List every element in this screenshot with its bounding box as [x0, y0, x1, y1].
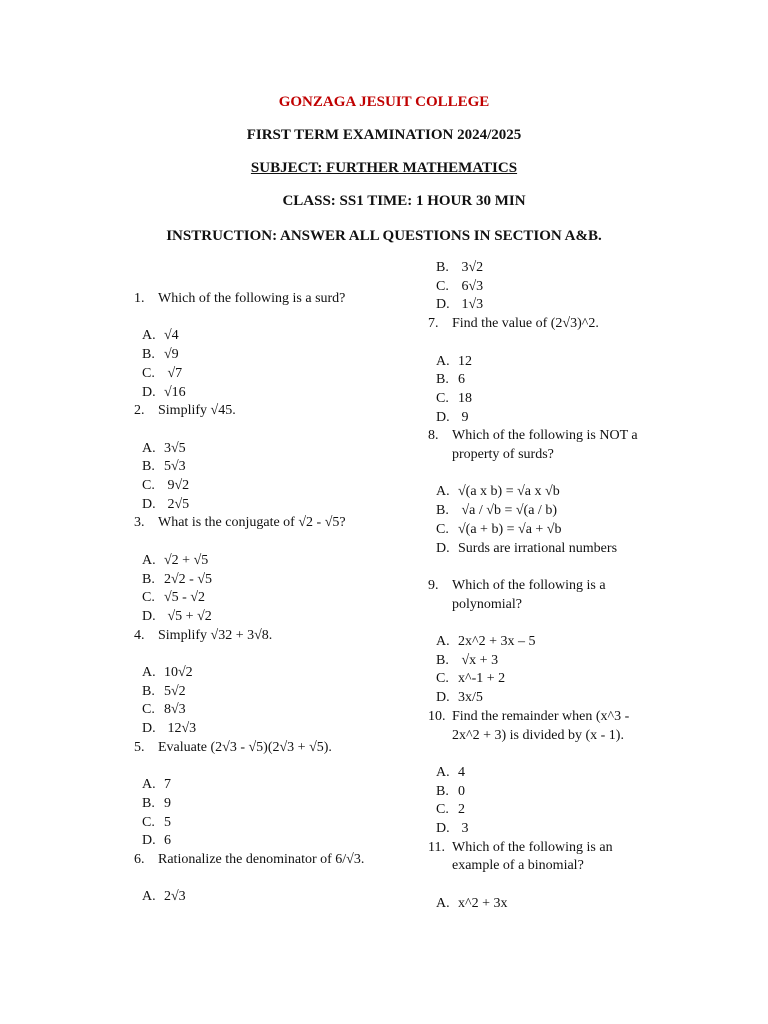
option-list: [134, 776, 374, 851]
option-list: [134, 664, 374, 739]
option-row: [428, 689, 658, 708]
option-letter: D.: [142, 496, 156, 512]
option-text: √(a x b) = √a x √b: [458, 484, 560, 500]
option-row: [134, 589, 374, 608]
option-text: 9: [164, 795, 171, 811]
question-number: 5.: [134, 739, 145, 755]
option-row: [134, 440, 374, 459]
question: [428, 577, 658, 614]
option-text: 3√2: [458, 260, 484, 275]
question-text: Evaluate (2√3 - √5)(2√3 + √5).: [158, 739, 332, 755]
option-letter: B.: [436, 652, 449, 668]
question-number: 6.: [134, 852, 145, 868]
option-list: [428, 633, 658, 708]
option-text: 18: [458, 390, 472, 406]
question-number: 10.: [428, 708, 446, 724]
option-letter: D.: [142, 721, 156, 737]
option-row: [134, 477, 374, 496]
option-letter: A.: [436, 484, 450, 500]
option-letter: A.: [436, 353, 450, 369]
option-row: [428, 783, 658, 802]
question-text: Find the value of (2√3)^2.: [452, 316, 599, 332]
question-number: 3.: [134, 515, 145, 531]
option-letter: C.: [142, 702, 155, 718]
question-number: 1.: [134, 291, 145, 306]
option-text: √(a + b) = √a + √b: [458, 521, 562, 537]
option-letter: C.: [142, 590, 155, 606]
option-text: 2: [458, 802, 465, 818]
question-text: Find the remainder when (x^3 - 2x^2 + 3) is divided by (x - 1).: [452, 708, 630, 743]
option-letter: D.: [436, 409, 450, 425]
question-number: 11.: [428, 839, 445, 855]
option-letter: A.: [436, 634, 450, 649]
option-text: √9: [164, 347, 179, 363]
option-row: [428, 801, 658, 820]
option-row: [428, 670, 658, 689]
option-text: 6: [164, 833, 171, 849]
option-row: [134, 664, 374, 683]
option-letter: B.: [142, 571, 155, 587]
option-text: Surds are irrational numbers: [458, 540, 618, 556]
option-text: 5√3: [164, 459, 186, 475]
option-row: [134, 496, 374, 515]
question-text: Which of the following is NOT a property of surds?: [452, 428, 638, 463]
option-text: 5√2: [164, 683, 186, 699]
option-letter: C.: [142, 478, 155, 493]
question-number: 4.: [134, 627, 145, 643]
option-text: 0: [458, 783, 465, 799]
question-text: Rationalize the denominator of 6/√3.: [158, 852, 365, 868]
option-row: [134, 571, 374, 590]
option-letter: D.: [142, 833, 156, 849]
option-list: [134, 327, 374, 402]
option-list: [134, 888, 374, 907]
option-letter: A.: [142, 777, 156, 793]
option-row: [428, 540, 658, 559]
option-row: [134, 608, 374, 627]
option-letter: A.: [142, 440, 156, 456]
option-row: [428, 895, 658, 914]
question: [134, 402, 374, 421]
option-text: 3: [458, 821, 469, 837]
option-letter: C.: [142, 365, 155, 381]
option-text: √5 - √2: [164, 590, 206, 606]
option-letter: D.: [436, 540, 450, 556]
question-text: Which of the following is an example of a binomial?: [452, 839, 613, 874]
question-text: Which of the following is a surd?: [158, 291, 346, 306]
option-row: [134, 776, 374, 795]
option-text: √4: [164, 328, 179, 344]
option-row: [428, 353, 658, 372]
option-letter: A.: [142, 889, 156, 905]
school-name: GONZAGA JESUIT COLLEGE: [278, 94, 490, 110]
option-text: 1√3: [458, 297, 484, 313]
right-column: [428, 259, 658, 914]
option-text: 12√3: [164, 721, 197, 737]
option-text: 7: [164, 777, 171, 793]
option-row: [428, 764, 658, 783]
option-row: [134, 458, 374, 477]
question: [134, 851, 374, 870]
option-text: x^2 + 3x: [458, 895, 508, 911]
question: [134, 627, 374, 646]
option-text: 4: [458, 764, 465, 780]
option-text: 8√3: [164, 702, 186, 718]
option-letter: C.: [436, 802, 449, 818]
question: [134, 514, 374, 533]
option-letter: D.: [142, 608, 156, 624]
question-text: What is the conjugate of √2 - √5?: [158, 515, 346, 531]
question-number: 8.: [428, 428, 439, 444]
option-list: [134, 552, 374, 627]
option-letter: B.: [436, 503, 449, 519]
question-text: Simplify √45.: [158, 403, 236, 419]
option-row: [428, 820, 658, 839]
option-text: 5: [164, 814, 171, 830]
option-row: [428, 278, 658, 297]
option-letter: A.: [142, 665, 156, 680]
option-letter: A.: [436, 764, 450, 780]
option-text: 9√2: [164, 478, 190, 493]
option-text: 2√2 - √5: [164, 571, 213, 587]
option-letter: C.: [436, 521, 449, 537]
option-text: 6: [458, 372, 465, 388]
option-row: [428, 296, 658, 315]
option-letter: B.: [436, 783, 449, 799]
option-row: [134, 888, 374, 907]
option-text: √2 + √5: [164, 552, 209, 568]
option-row: [134, 346, 374, 365]
option-letter: C.: [436, 390, 449, 406]
spacer: [428, 558, 658, 577]
option-row: [134, 832, 374, 851]
question: [428, 839, 658, 876]
option-row: [134, 683, 374, 702]
option-text: 6√3: [458, 278, 484, 294]
option-letter: C.: [436, 671, 449, 687]
option-letter: B.: [142, 795, 155, 811]
option-row: [428, 521, 658, 540]
option-row: [134, 814, 374, 833]
left-column: [134, 290, 374, 907]
option-letter: D.: [142, 384, 156, 400]
question: [134, 739, 374, 758]
option-row: [134, 384, 374, 403]
option-text: 3√5: [164, 440, 186, 456]
option-text: √7: [164, 365, 183, 381]
option-list: [428, 483, 658, 558]
option-row: [428, 259, 658, 278]
option-row: [134, 552, 374, 571]
question: [428, 427, 658, 464]
option-letter: B.: [436, 372, 449, 388]
option-list: [428, 895, 658, 914]
option-list: [134, 440, 374, 515]
option-letter: D.: [436, 297, 450, 313]
question: [134, 290, 374, 309]
option-text: 2x^2 + 3x – 5: [458, 634, 536, 649]
option-row: [428, 652, 658, 671]
subject-title: SUBJECT: FURTHER MATHEMATICS: [250, 160, 518, 176]
option-text: 2√5: [164, 496, 190, 512]
option-row: [428, 483, 658, 502]
option-letter: A.: [436, 895, 450, 911]
option-text: √16: [164, 384, 186, 400]
option-letter: C.: [142, 814, 155, 830]
option-text: 3x/5: [458, 690, 483, 706]
option-row: [428, 371, 658, 390]
question: [428, 708, 658, 745]
option-letter: B.: [142, 683, 155, 699]
exam-title: FIRST TERM EXAMINATION 2024/2025: [246, 127, 522, 143]
instruction: INSTRUCTION: ANSWER ALL QUESTIONS IN SECTION A&B.: [166, 228, 602, 244]
option-text: √a / √b = √(a / b): [458, 503, 557, 519]
option-text: x^-1 + 2: [458, 671, 506, 687]
option-row: [428, 409, 658, 428]
option-letter: A.: [142, 552, 156, 568]
question-number: 2.: [134, 403, 145, 419]
option-letter: B.: [142, 459, 155, 475]
option-list: [428, 353, 658, 428]
question-number: 9.: [428, 577, 439, 593]
option-row: [428, 633, 658, 652]
option-row: [134, 720, 374, 739]
option-text: 12: [458, 353, 472, 369]
option-letter: C.: [436, 278, 449, 294]
option-text: 9: [458, 409, 469, 425]
option-letter: B.: [142, 347, 155, 363]
option-row: [134, 795, 374, 814]
option-letter: D.: [436, 690, 450, 706]
option-row: [134, 701, 374, 720]
option-text: 2√3: [164, 889, 186, 905]
question-text: Simplify √32 + 3√8.: [158, 627, 273, 643]
option-row: [428, 390, 658, 409]
option-list: [428, 764, 658, 839]
option-letter: D.: [436, 821, 450, 837]
class-time: CLASS: SS1 TIME: 1 HOUR 30 MIN: [282, 193, 526, 209]
option-text: √5 + √2: [164, 608, 212, 624]
question-text: Which of the following is a polynomial?: [452, 577, 606, 612]
option-row: [134, 327, 374, 346]
option-letter: A.: [142, 328, 156, 344]
question-number: 7.: [428, 316, 439, 332]
option-text: 10√2: [164, 665, 193, 680]
option-text: √x + 3: [458, 652, 499, 668]
option-letter: B.: [436, 260, 449, 275]
question: [428, 315, 658, 334]
option-row: [428, 502, 658, 521]
option-row: [134, 365, 374, 384]
